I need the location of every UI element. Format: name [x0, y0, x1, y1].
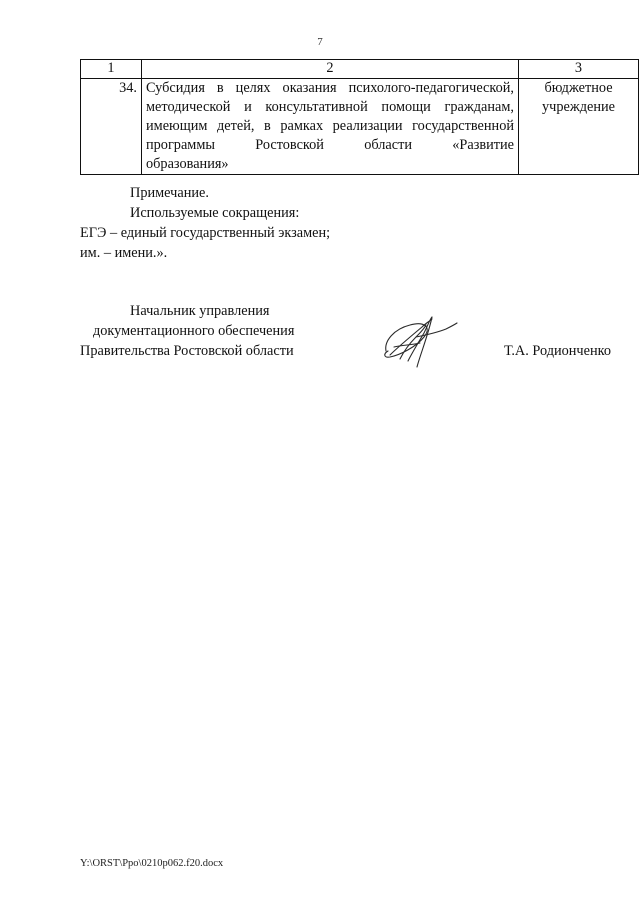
signatory-position-line: документационного обеспечения: [93, 323, 295, 339]
header-cell-1: 1: [81, 60, 142, 79]
row-description: [142, 79, 519, 175]
handwritten-signature: [380, 307, 460, 371]
page-number: 7: [317, 36, 323, 48]
description-line: Субсидия в целях оказания психолого-педагогической,: [146, 80, 514, 96]
type-line: бюджетное: [544, 80, 613, 96]
row-institution-type: [519, 79, 639, 175]
table-row: [81, 79, 639, 175]
note-title: Примечание.: [130, 185, 209, 201]
signatory-position-line: Правительства Ростовской области: [80, 343, 294, 359]
table-header-row: [81, 60, 639, 79]
description-line: имеющим детей, в рамках реализации государственной: [146, 118, 514, 134]
header-cell-3: 3: [519, 60, 639, 79]
header-cell-2: 2: [142, 60, 519, 79]
note-item: им. – имени.».: [80, 245, 168, 261]
document-table: [80, 59, 639, 175]
notes-section: [80, 183, 600, 263]
description-line: образования»: [146, 156, 229, 172]
type-line: учреждение: [542, 99, 615, 115]
footer-file-path: Y:\ORST\Ppo\0210p062.f20.docx: [80, 858, 224, 869]
description-line: методической и консультативной помощи гражданам,: [146, 99, 514, 115]
note-subtitle: Используемые сокращения:: [130, 205, 300, 221]
description-line: программы Ростовской области «Развитие: [146, 137, 514, 153]
signatory-position-line: Начальник управления: [130, 303, 270, 319]
note-item: ЕГЭ – единый государственный экзамен;: [80, 225, 331, 241]
signature-section: [80, 301, 611, 371]
row-number: 34.: [81, 79, 142, 175]
signatory-name: Т.А. Родионченко: [504, 343, 611, 359]
